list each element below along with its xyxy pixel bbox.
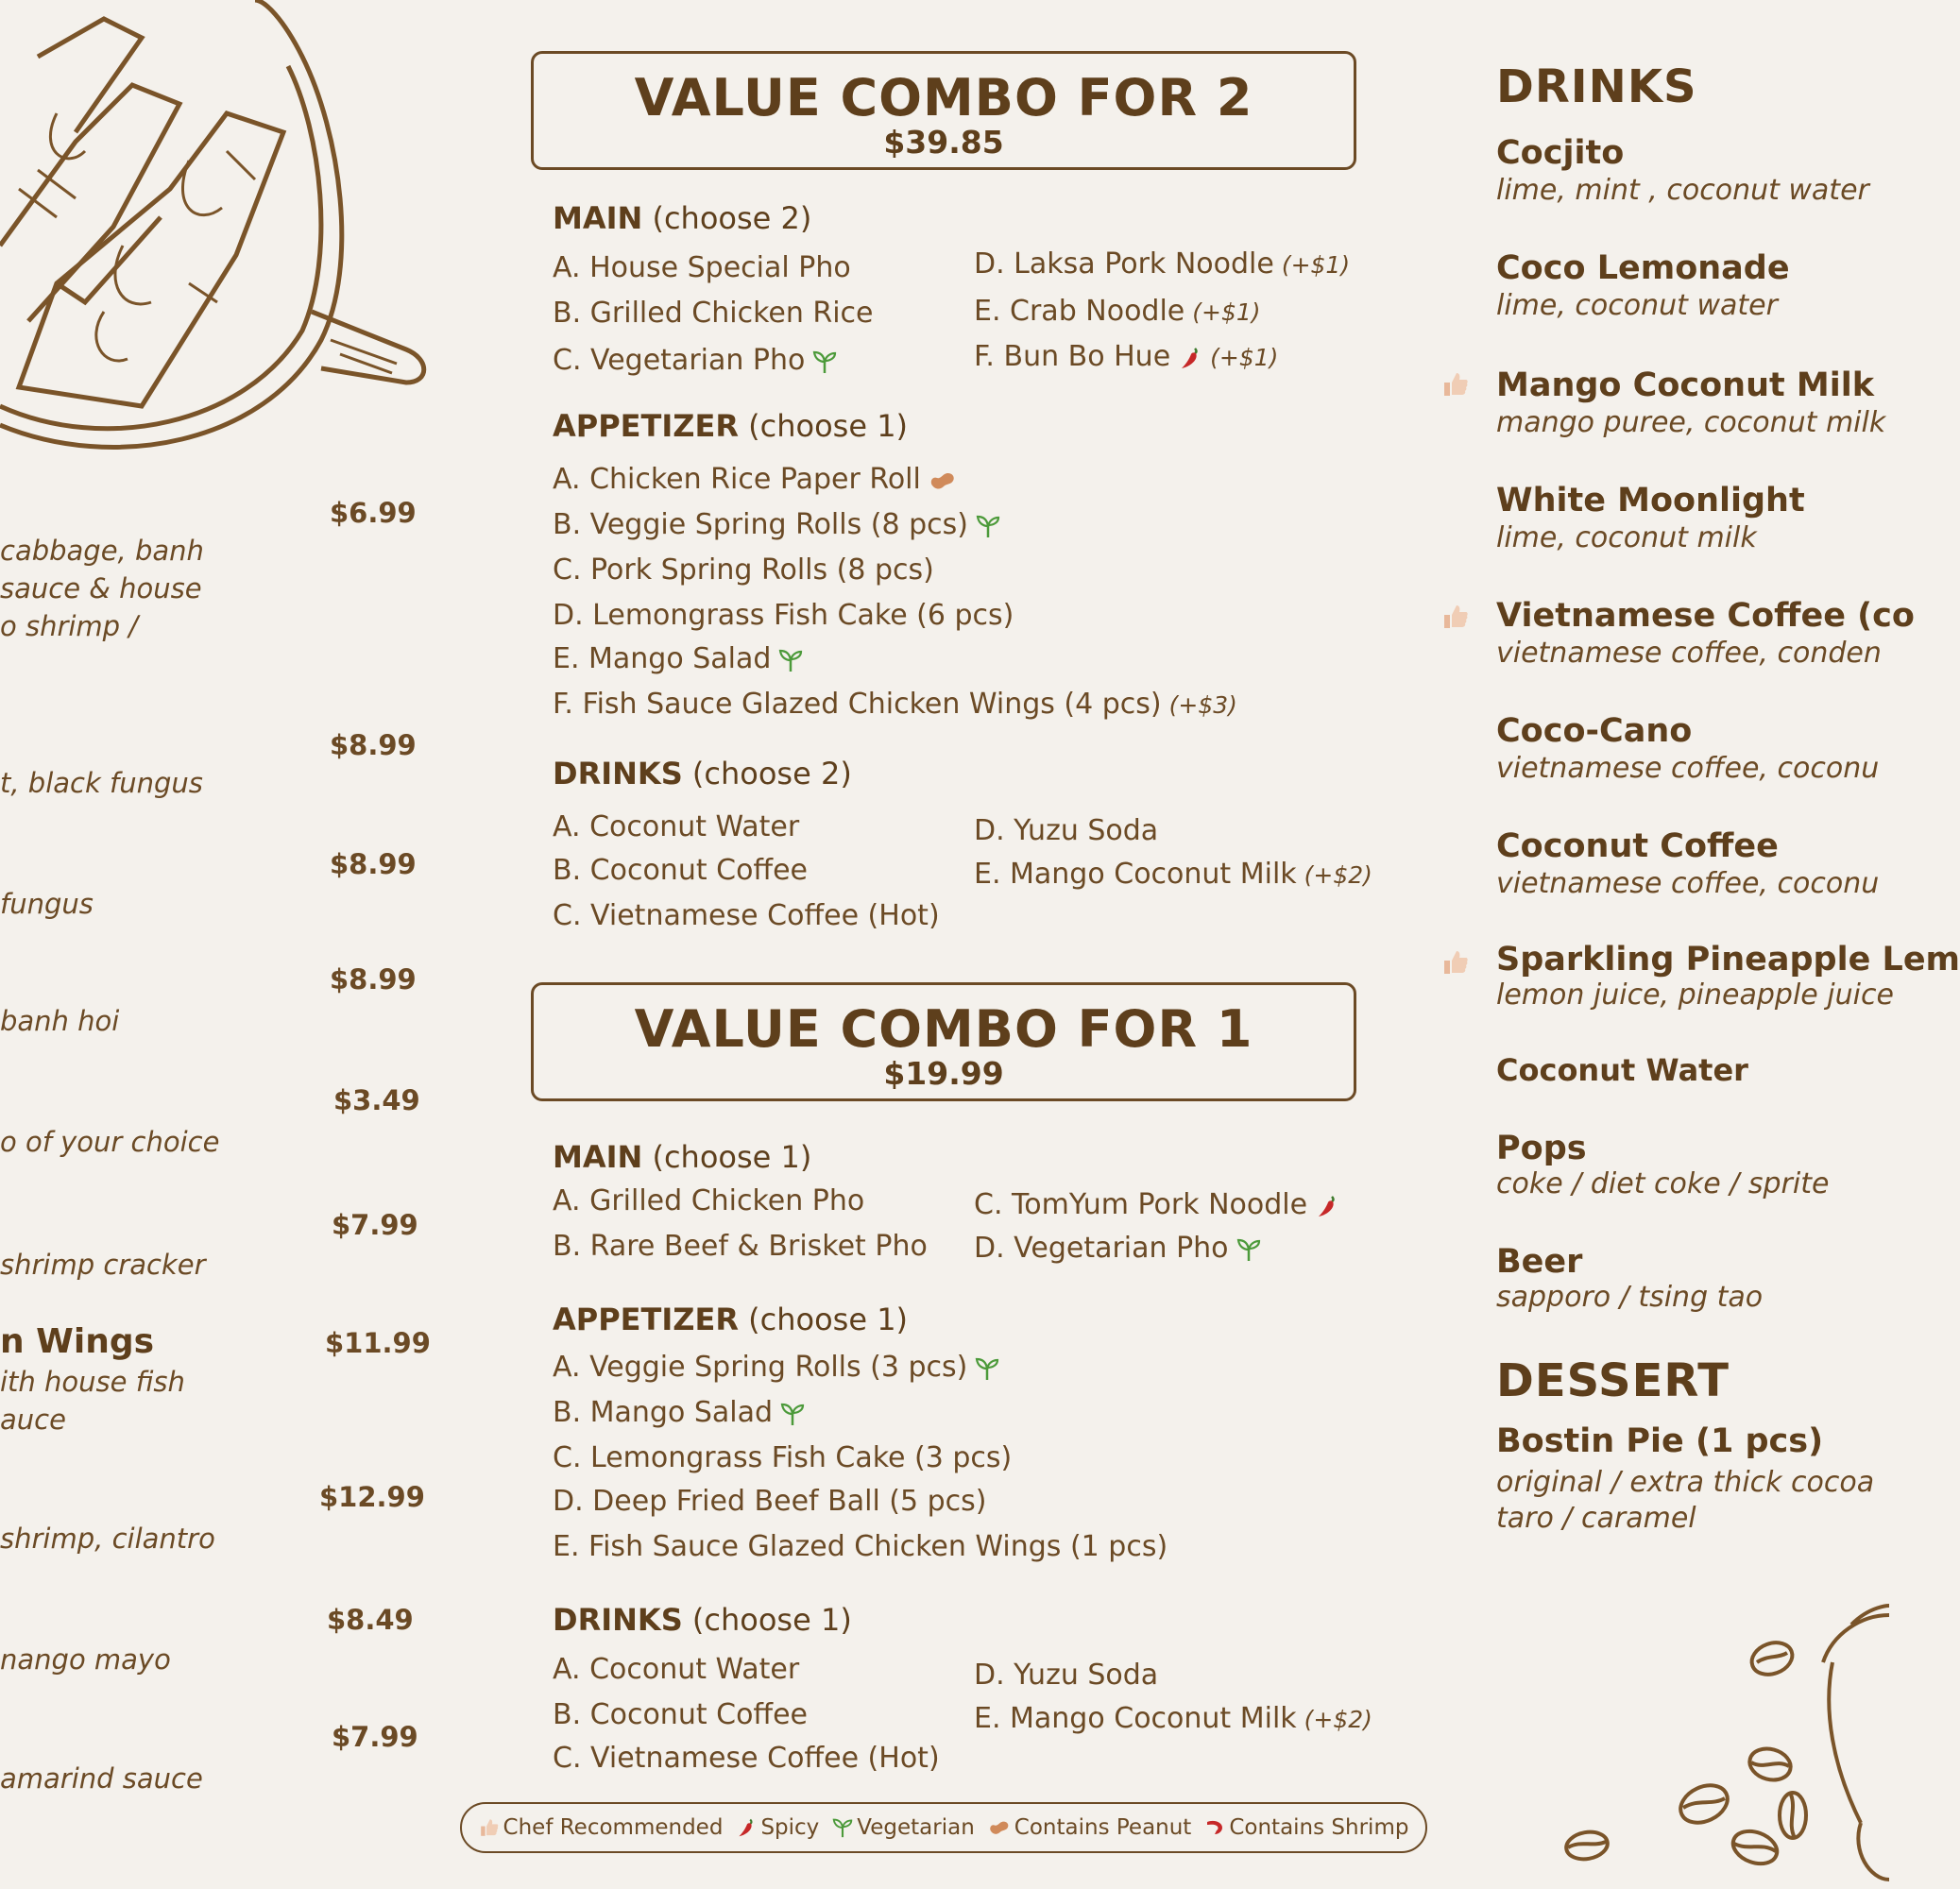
combo-2-drinks-heading: DRINKS (choose 2) (553, 756, 852, 791)
drink-name: Coconut Coffee (1496, 827, 1779, 865)
spicy-icon (1178, 346, 1202, 370)
combo-1-main-item: B. Rare Beef & Brisket Pho (553, 1230, 928, 1263)
drink-name: Pops (1496, 1130, 1587, 1167)
combo-2-appetizer-item: F. Fish Sauce Glazed Chicken Wings (4 pcs) (+$3) (553, 688, 1237, 721)
drink-description: vietnamese coffee, conden (1496, 637, 1882, 670)
left-desc-fragment: shrimp cracker (0, 1249, 206, 1281)
drink-description: lime, coconut water (1496, 289, 1778, 322)
chef-recommended-icon (1441, 603, 1470, 631)
drink-description: sapporo / tsing tao (1496, 1281, 1764, 1314)
left-desc-fragment: cabbage, banh (0, 535, 204, 567)
combo-2-main-item: F. Bun Bo Hue (+$1) (974, 340, 1279, 373)
plate-sketch-illustration (0, 0, 444, 491)
combo-1-drinks-heading: DRINKS (choose 1) (553, 1602, 852, 1638)
combo-1-appetizer-item: D. Deep Fried Beef Ball (5 pcs) (553, 1485, 987, 1518)
vegetarian-icon (976, 514, 1000, 538)
drink-description: lime, coconut milk (1496, 521, 1757, 554)
coffee-beans-illustration (1549, 1596, 1889, 1889)
combo-1-main-heading: MAIN (choose 1) (553, 1139, 812, 1175)
combo-2-main-item: B. Grilled Chicken Rice (553, 297, 874, 330)
left-desc-fragment: auce (0, 1404, 66, 1436)
combo-2-price: $39.85 (883, 124, 1004, 161)
combo-2-drink-item: E. Mango Coconut Milk (+$2) (974, 858, 1372, 891)
combo-1-main-item: A. Grilled Chicken Pho (553, 1184, 865, 1217)
combo-2-appetizer-item: C. Pork Spring Rolls (8 pcs) (553, 553, 934, 587)
combo-1-drink-item: C. Vietnamese Coffee (Hot) (553, 1742, 940, 1775)
combo-2-main-heading: MAIN (choose 2) (553, 200, 812, 236)
legend-shrimp: Contains Shrimp (1204, 1815, 1408, 1840)
left-price-1: $6.99 (330, 497, 417, 529)
drink-name: Coco-Cano (1496, 712, 1693, 750)
combo-1-drink-item: A. Coconut Water (553, 1653, 800, 1686)
legend-peanut: Contains Peanut (988, 1815, 1192, 1840)
drink-description: lemon juice, pineapple juice (1496, 979, 1894, 1012)
vegetarian-icon (975, 1356, 999, 1381)
left-price-10: $7.99 (332, 1721, 418, 1753)
chef-recommended-icon (479, 1817, 500, 1838)
combo-1-appetizer-heading: APPETIZER (choose 1) (553, 1302, 909, 1337)
combo-1-appetizer-item: C. Lemongrass Fish Cake (3 pcs) (553, 1441, 1013, 1474)
vegetarian-icon (778, 648, 803, 672)
vegetarian-icon (780, 1402, 805, 1426)
combo-1-title: VALUE COMBO FOR 1 (634, 999, 1253, 1059)
combo-2-title: VALUE COMBO FOR 2 (634, 68, 1253, 128)
drink-description: mango puree, coconut milk (1496, 406, 1886, 439)
combo-1-appetizer-item: E. Fish Sauce Glazed Chicken Wings (1 pcs) (553, 1530, 1168, 1563)
drinks-heading: DRINKS (1496, 60, 1697, 113)
left-price-4: $8.99 (330, 963, 417, 996)
left-price-9: $8.49 (327, 1604, 414, 1636)
drink-name: Coco Lemonade (1496, 249, 1790, 287)
left-desc-fragment: nango mayo (0, 1643, 171, 1676)
vegetarian-icon (832, 1817, 853, 1838)
combo-2-drink-item: B. Coconut Coffee (553, 854, 809, 887)
peanut-icon (929, 470, 957, 491)
combo-1-appetizer-item: A. Veggie Spring Rolls (3 pcs) (553, 1351, 999, 1384)
left-price-3: $8.99 (330, 848, 417, 880)
combo-1-appetizer-item: B. Mango Salad (553, 1396, 805, 1429)
dessert-heading: DESSERT (1496, 1354, 1730, 1407)
chef-recommended-icon (1441, 948, 1470, 977)
combo-2-main-item: A. House Special Pho (553, 251, 851, 284)
combo-2-main-item: C. Vegetarian Pho (553, 344, 837, 377)
shrimp-icon (1204, 1817, 1225, 1838)
left-desc-fragment: amarind sauce (0, 1762, 203, 1795)
legend-vegetarian: Vegetarian (832, 1815, 974, 1840)
combo-2-appetizer-item: A. Chicken Rice Paper Roll (553, 463, 957, 496)
peanut-icon (988, 1819, 1011, 1836)
drink-name: Sparkling Pineapple Lem (1496, 941, 1960, 979)
left-desc-fragment: o of your choice (0, 1126, 220, 1158)
left-price-8: $12.99 (319, 1481, 425, 1513)
dessert-description: original / extra thick cocoa (1496, 1466, 1875, 1499)
left-desc-fragment: t, black fungus (0, 767, 203, 799)
drink-name: Mango Coconut Milk (1496, 366, 1875, 404)
drink-description: vietnamese coffee, coconu (1496, 752, 1880, 785)
left-desc-fragment: shrimp, cilantro (0, 1523, 215, 1555)
drink-name: Vietnamese Coffee (co (1496, 597, 1915, 635)
left-price-5: $3.49 (333, 1084, 420, 1116)
combo-1-main-item: C. TomYum Pork Noodle (974, 1188, 1339, 1221)
combo-2-appetizer-item: B. Veggie Spring Rolls (8 pcs) (553, 508, 1000, 541)
combo-2-appetizer-heading: APPETIZER (choose 1) (553, 408, 909, 444)
left-title-fragment: n Wings (0, 1322, 155, 1361)
drink-description: vietnamese coffee, coconu (1496, 867, 1880, 900)
drink-name: Beer (1496, 1243, 1583, 1281)
combo-1-drink-item: D. Yuzu Soda (974, 1659, 1159, 1692)
left-desc-fragment: o shrimp / (0, 610, 139, 642)
drink-name: Cocjito (1496, 134, 1625, 172)
combo-2-main-item: D. Laksa Pork Noodle (+$1) (974, 247, 1351, 281)
combo-1-main-item: D. Vegetarian Pho (974, 1232, 1261, 1265)
dessert-name: Bostin Pie (1 pcs) (1496, 1422, 1824, 1460)
combo-2-drink-item: C. Vietnamese Coffee (Hot) (553, 899, 940, 932)
combo-2-drink-item: A. Coconut Water (553, 810, 800, 843)
left-price-2: $8.99 (330, 729, 417, 761)
combo-1-drink-item: B. Coconut Coffee (553, 1698, 809, 1731)
combo-1-drink-item: E. Mango Coconut Milk (+$2) (974, 1702, 1372, 1735)
spicy-icon (1315, 1194, 1339, 1218)
drink-description: lime, mint , coconut water (1496, 174, 1869, 207)
combo-2-appetizer-item: E. Mango Salad (553, 642, 803, 675)
drink-description: coke / diet coke / sprite (1496, 1167, 1830, 1200)
combo-2-header (531, 51, 1356, 170)
combo-2-main-item: E. Crab Noodle (+$1) (974, 295, 1261, 328)
vegetarian-icon (1236, 1237, 1261, 1262)
legend-bar (460, 1802, 1427, 1853)
vegetarian-icon (812, 349, 837, 374)
combo-2-drink-item: D. Yuzu Soda (974, 814, 1159, 847)
left-desc-fragment: fungus (0, 888, 94, 920)
legend-chef: Chef Recommended (479, 1815, 724, 1840)
drink-name: White Moonlight (1496, 482, 1805, 519)
combo-2-appetizer-item: D. Lemongrass Fish Cake (6 pcs) (553, 599, 1014, 632)
combo-1-price: $19.99 (883, 1055, 1004, 1092)
chef-recommended-icon (1441, 370, 1470, 399)
left-desc-fragment: banh hoi (0, 1005, 120, 1037)
drink-name: Coconut Water (1496, 1052, 1748, 1088)
combo-1-header (531, 982, 1356, 1101)
spicy-icon (736, 1817, 757, 1838)
dessert-description: taro / caramel (1496, 1502, 1696, 1535)
left-price-7: $11.99 (325, 1327, 431, 1359)
legend-spicy: Spicy (736, 1815, 819, 1840)
left-price-6: $7.99 (332, 1209, 418, 1241)
left-desc-fragment: ith house fish (0, 1366, 185, 1398)
left-desc-fragment: sauce & house (0, 572, 202, 604)
